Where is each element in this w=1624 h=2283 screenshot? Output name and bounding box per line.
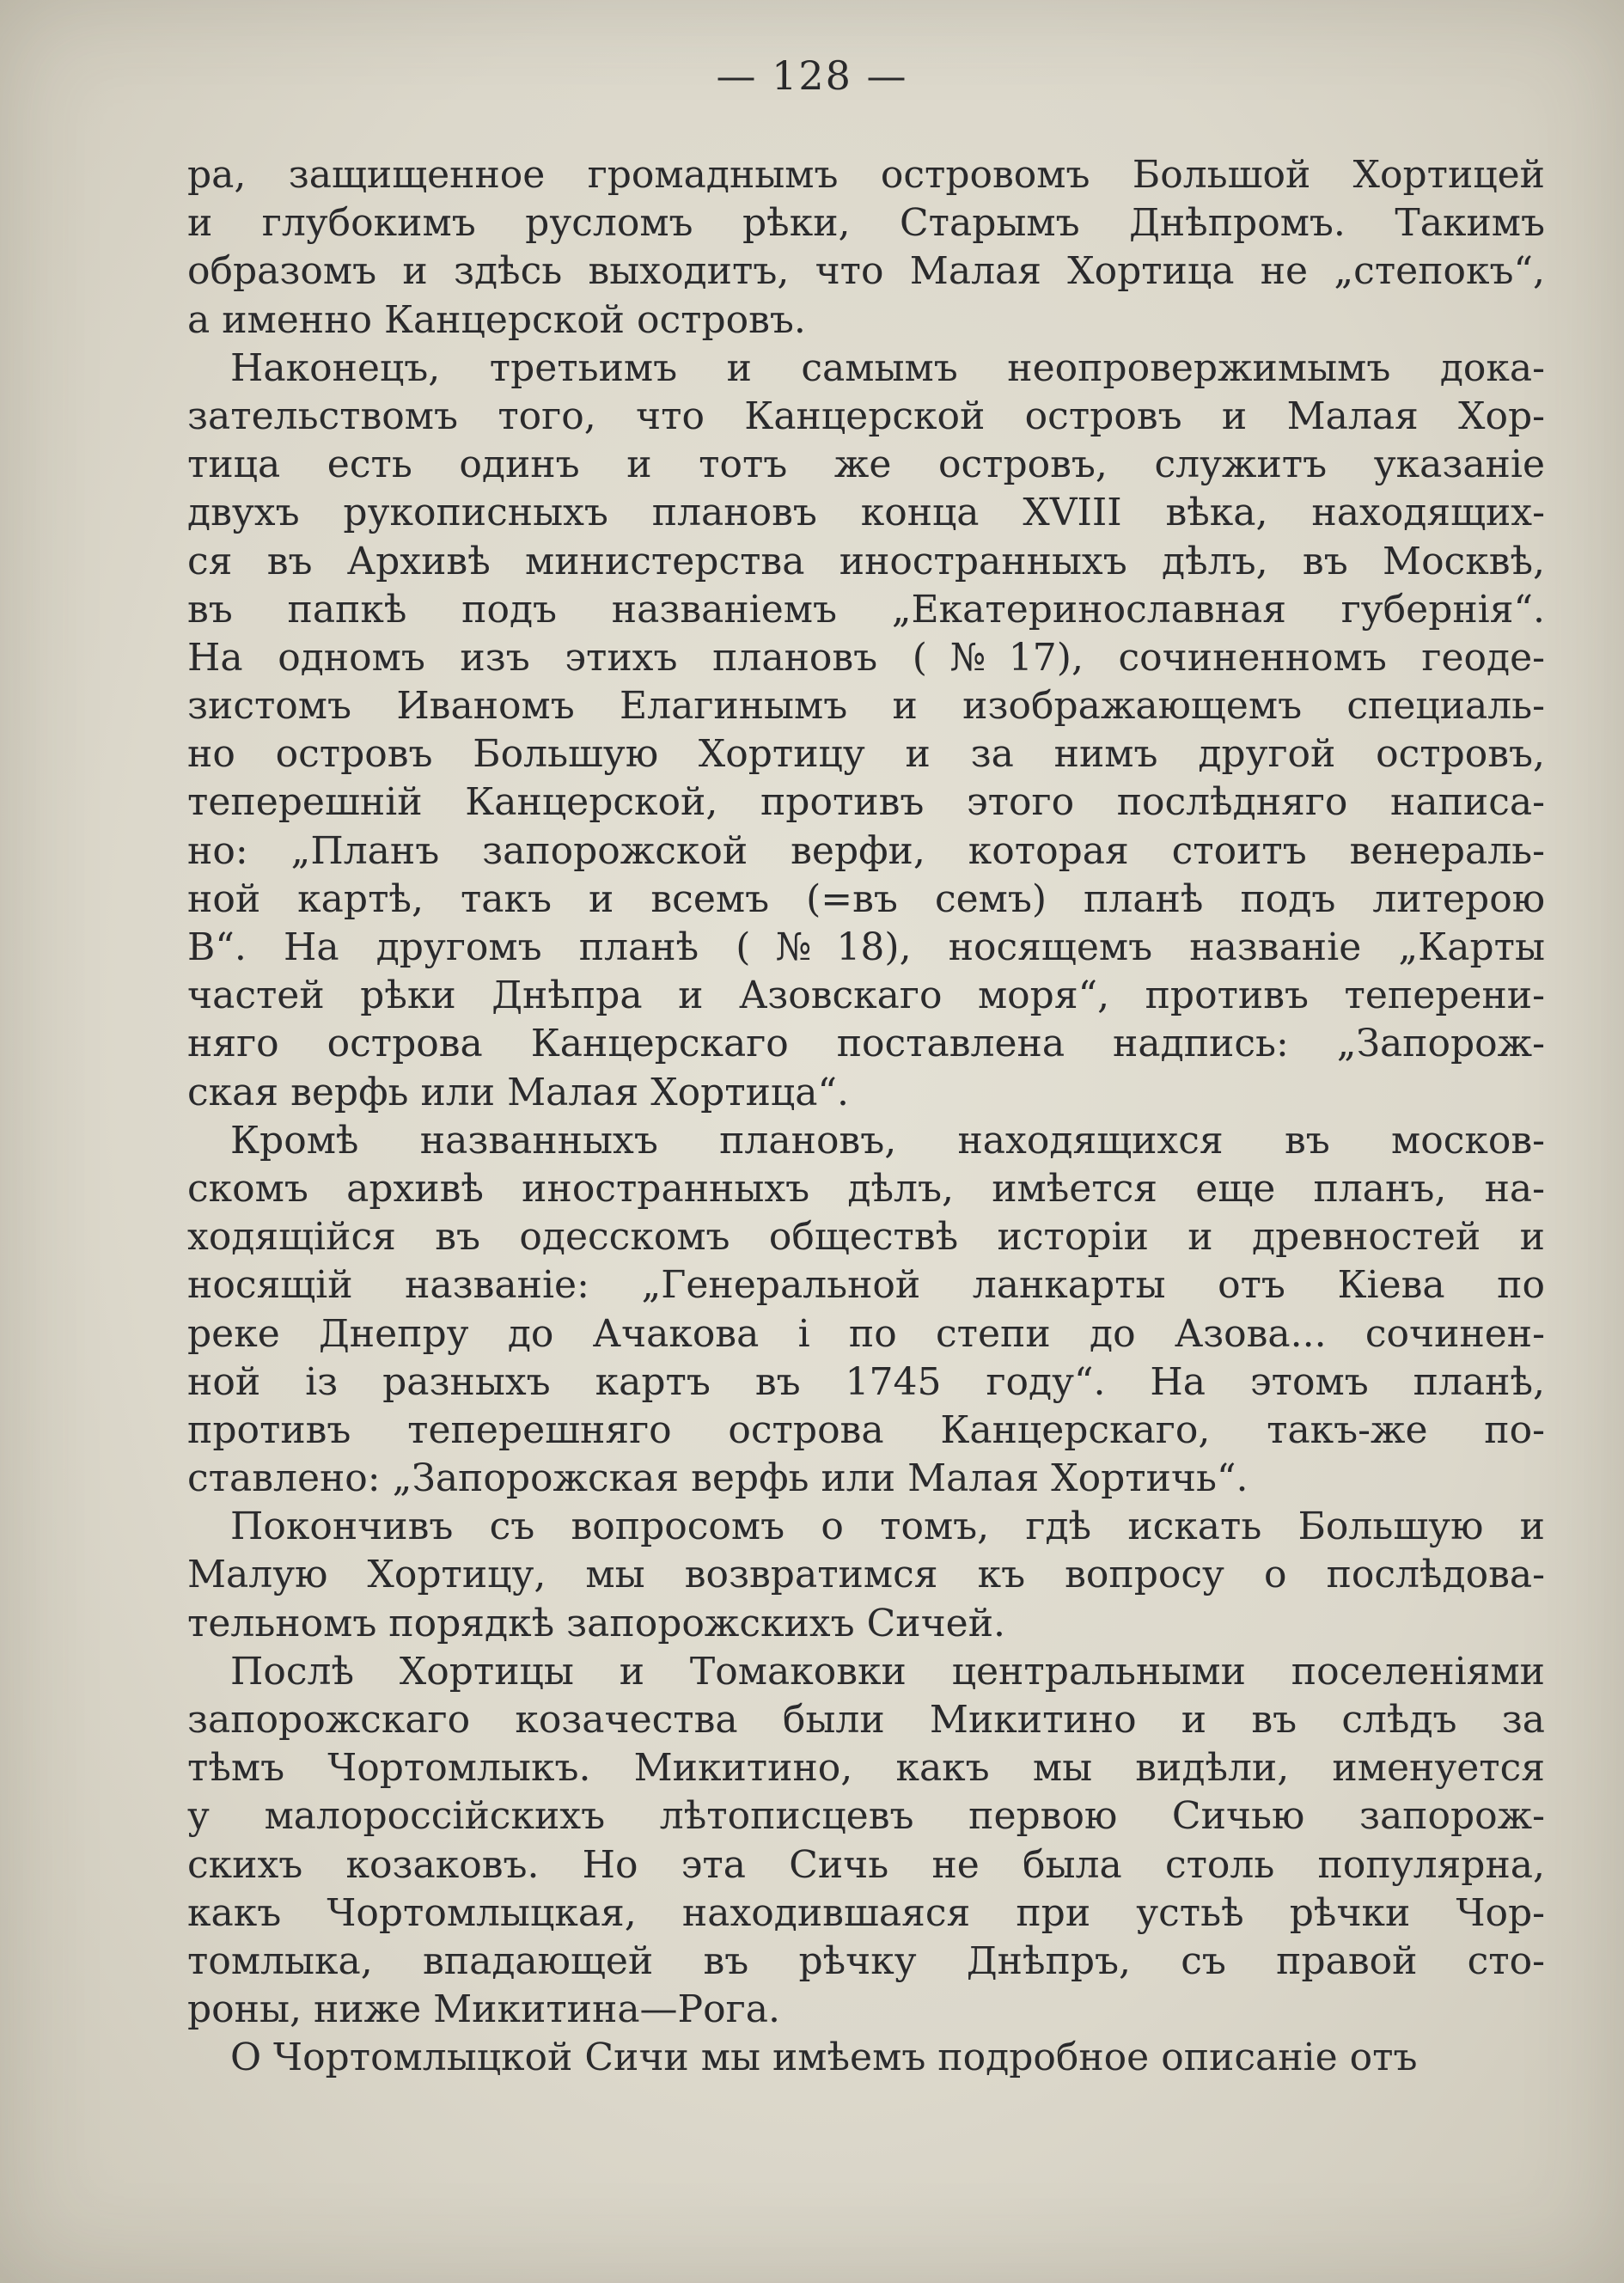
text-line: а именно Канцерской островъ.	[187, 297, 806, 342]
text-line: Малую Хортицу, мы возвратимся къ вопросу о послѣдова-	[187, 1553, 1545, 1597]
text-line: Кромѣ названныхъ плановъ, находящихся въ москов-	[230, 1118, 1545, 1163]
text-line: частей рѣки Днѣпра и Азовскаго моря“, противъ теперени-	[187, 974, 1545, 1018]
paragraph	[187, 1117, 1545, 1504]
text-line: Наконецъ, третьимъ и самымъ неопровержимымъ дока-	[230, 345, 1545, 390]
text-line: няго острова Канцерскаго поставлена надпись: „Запорож-	[187, 1022, 1545, 1066]
text-line: въ папкѣ подъ названіемъ „Екатеринославная губернія“.	[187, 587, 1545, 632]
text-line: ной картѣ, такъ и всемъ (=въ семъ) планѣ подъ литерою	[187, 876, 1545, 921]
text-line: носящій названіе: „Генеральной ланкарты отъ Кіева по	[187, 1263, 1545, 1308]
text-line: О Чортомлыцкой Сичи мы имѣемъ подробное описаніе отъ	[230, 2036, 1418, 2080]
text-line: Послѣ Хортицы и Томаковки центральными поселеніями	[230, 1649, 1545, 1694]
text-line: зательствомъ того, что Канцерской островъ и Малая Хор-	[187, 394, 1545, 438]
text-line: тица есть одинъ и тотъ же островъ, служитъ указаніе	[187, 443, 1545, 487]
text-line: образомъ и здѣсь выходитъ, что Малая Хортица не „степокъ“,	[187, 249, 1545, 294]
text-line: На одномъ изъ этихъ плановъ (№17), сочиненномъ геоде-	[187, 635, 1545, 680]
text-line: ская верфь или Малая Хортица“.	[187, 1070, 849, 1114]
text-line: противъ теперешняго острова Канцерскаго, такъ-же по-	[187, 1407, 1545, 1452]
text-line: тельномъ порядкѣ запорожскихъ Сичей.	[187, 1601, 1006, 1645]
text-line: В“. На другомъ планѣ (№18), носящемъ названіе „Карты	[187, 925, 1545, 969]
text-line: двухъ рукописныхъ плановъ конца XVIII вѣка, находящих-	[187, 491, 1545, 535]
paragraph	[187, 151, 1545, 345]
text-line: тѣмъ Чортомлыкъ. Микитино, какъ мы видѣли, именуется	[187, 1746, 1545, 1791]
text-line: скомъ архивѣ иностранныхъ дѣлъ, имѣется еще планъ, на-	[187, 1166, 1545, 1211]
text-line: скихъ козаковъ. Но эта Сичь не была столь популярна,	[187, 1842, 1545, 1887]
text-line: ходящійся въ одесскомъ обществѣ исторіи и древностей и	[187, 1215, 1545, 1260]
text-line: ной із разныхъ картъ въ 1745 году“. На этомъ планѣ,	[187, 1359, 1545, 1404]
text-line: томлыка, впадающей въ рѣчку Днѣпръ, съ правой сто-	[187, 1938, 1545, 1983]
paragraph	[187, 2034, 1545, 2082]
paragraph	[187, 1503, 1545, 1648]
text-line: ставлено: „Запорожская верфь или Малая Хортичь“.	[187, 1456, 1249, 1501]
text-line: ся въ Архивѣ министерства иностранныхъ дѣлъ, въ Москвѣ,	[187, 539, 1545, 583]
text-line: зистомъ Иваномъ Елагинымъ и изображающемъ специаль-	[187, 684, 1545, 729]
text-line: но: „Планъ запорожской верфи, которая стоитъ венераль-	[187, 828, 1545, 873]
text-line: реке Днепру до Ачакова і по степи до Азова... сочинен-	[187, 1311, 1545, 1356]
body-text	[187, 151, 1545, 2083]
text-line: Покончивъ съ вопросомъ о томъ, гдѣ искать Большую и	[230, 1505, 1545, 1549]
text-line: роны, ниже Микитина—Рога.	[187, 1987, 780, 2032]
text-line: но островъ Большую Хортицу и за нимъ другой островъ,	[187, 732, 1545, 777]
text-line: теперешній Канцерской, противъ этого послѣдняго написа-	[187, 780, 1545, 825]
text-line: и глубокимъ русломъ рѣки, Старымъ Днѣпромъ. Такимъ	[187, 201, 1545, 246]
paragraph	[187, 345, 1545, 1117]
text-line: запорожскаго козачества были Микитино и въ слѣдъ за	[187, 1698, 1545, 1742]
paragraph	[187, 1648, 1545, 2035]
text-line: у малороссійскихъ лѣтописцевъ первою Сичью запорож-	[187, 1794, 1545, 1839]
text-line: ра, защищенное громаднымъ островомъ Большой Хортицей	[187, 153, 1545, 197]
page-number: — 128 —	[716, 52, 908, 99]
text-line: какъ Чортомлыцкая, находившаяся при устьѣ рѣчки Чор-	[187, 1890, 1545, 1935]
